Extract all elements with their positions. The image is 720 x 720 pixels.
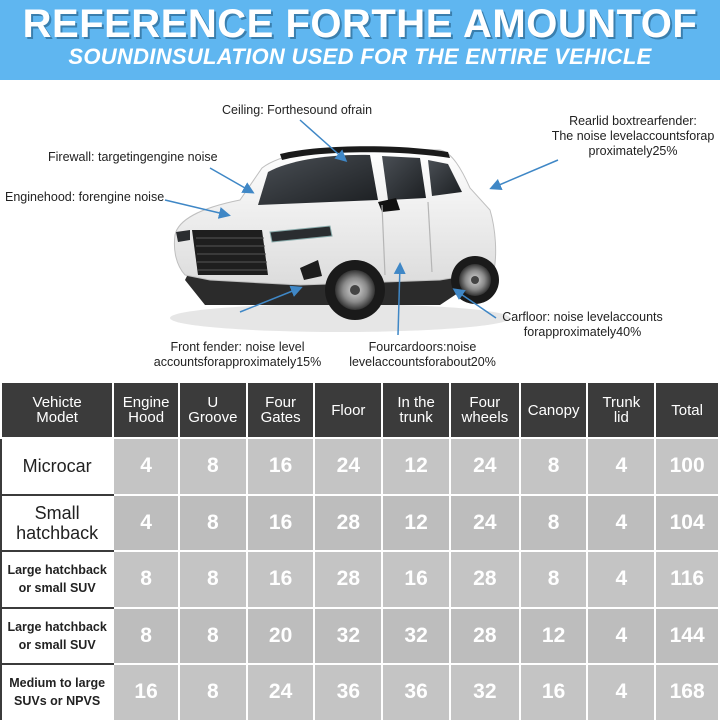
insulation-table [0,381,720,720]
table-cell: 8 [179,664,247,720]
table-cell: 144 [655,608,719,665]
table-cell: 4 [587,495,655,552]
table-cell: 116 [655,551,719,608]
table-cell: 8 [179,438,247,495]
table-cell: 16 [247,438,315,495]
callout-four-doors [335,340,510,370]
table-cell: 8 [179,608,247,665]
column-header: Engine Hood [113,382,179,438]
vehicle-model-cell: Medium to large SUVs or NPVS [1,664,113,720]
table-cell: 28 [450,608,520,665]
table-cell: 4 [587,608,655,665]
table-cell: 4 [587,664,655,720]
table-cell: 24 [314,438,382,495]
column-header: Vehicte Modet [1,382,113,438]
table-cell: 4 [113,495,179,552]
table-cell: 16 [247,495,315,552]
column-header: Four Gates [247,382,315,438]
table-cell: 8 [113,608,179,665]
insulation-table-wrap [0,381,720,720]
table-row [1,438,719,495]
table-cell: 28 [450,551,520,608]
column-header: Floor [314,382,382,438]
table-cell: 16 [520,664,588,720]
table-row [1,664,719,720]
table-cell: 28 [314,551,382,608]
callout-front-fender [145,340,330,370]
table-cell: 32 [382,608,450,665]
vehicle-model-cell: Small hatchback [1,495,113,552]
page-subtitle: SOUNDINSULATION USED FOR THE ENTIRE VEHICLE [68,44,652,69]
table-cell: 12 [382,495,450,552]
table-cell: 8 [520,495,588,552]
callout-rearlid-line2: The noise levelaccountsforap [551,129,715,143]
table-cell: 4 [587,438,655,495]
table-cell: 16 [113,664,179,720]
table-cell: 20 [247,608,315,665]
table-cell: 8 [520,551,588,608]
table-cell: 16 [382,551,450,608]
column-header: Canopy [520,382,588,438]
column-header: U Groove [179,382,247,438]
table-cell: 168 [655,664,719,720]
table-cell: 104 [655,495,719,552]
table-cell: 16 [247,551,315,608]
table-cell: 4 [113,438,179,495]
headlight-left [176,230,190,242]
table-cell: 32 [314,608,382,665]
front-door-window [382,156,426,200]
table-cell: 8 [179,551,247,608]
table-cell: 8 [113,551,179,608]
table-row [1,551,719,608]
arrow-firewall [210,168,252,192]
callout-car-floor [495,310,670,340]
table-cell: 24 [450,495,520,552]
callout-car-floor-line1: Carfloor: noise levelaccounts [502,310,663,324]
callout-rearlid-line3: proximately25% [588,144,678,158]
table-cell: 24 [450,438,520,495]
callout-front-fender-line2: accountsforapproximately15% [153,355,322,369]
callout-car-floor-line2: forapproximately40% [523,325,642,339]
callout-enginehood: Enginehood: forengine noise [5,190,165,204]
table-row [1,495,719,552]
table-cell: 4 [587,551,655,608]
column-header: Total [655,382,719,438]
table-row [1,608,719,665]
table-header-row [1,382,719,438]
table-cell: 8 [520,438,588,495]
column-header: Four wheels [450,382,520,438]
callout-rearlid [548,114,718,159]
vehicle-model-cell: Large hatchback or small SUV [1,608,113,665]
arrow-rearlid [492,160,558,188]
table-cell: 8 [179,495,247,552]
table-cell: 24 [247,664,315,720]
callout-rearlid-line1: Rearlid boxtrearfender: [569,114,697,128]
table-cell: 36 [382,664,450,720]
table-cell: 32 [450,664,520,720]
header-banner [0,0,720,80]
callout-firewall: Firewall: targetingengine noise [48,150,218,164]
table-cell: 36 [314,664,382,720]
callout-four-doors-line1: Fourcardoors:noise [368,340,477,354]
column-header: Trunk lid [587,382,655,438]
table-cell: 100 [655,438,719,495]
table-cell: 28 [314,495,382,552]
table-cell: 12 [520,608,588,665]
callout-ceiling: Ceiling: Forthesound ofrain [222,103,373,117]
grille [192,230,268,275]
column-header: In the trunk [382,382,450,438]
callout-front-fender-line1: Front fender: noise level [170,340,305,354]
callout-four-doors-line2: levelaccountsforabout20% [349,355,496,369]
vehicle-model-cell: Microcar [1,438,113,495]
vehicle-model-cell: Large hatchback or small SUV [1,551,113,608]
page-title: REFERENCE FORTHE AMOUNTOF [22,2,698,46]
car-diagram [0,80,720,380]
table-cell: 12 [382,438,450,495]
